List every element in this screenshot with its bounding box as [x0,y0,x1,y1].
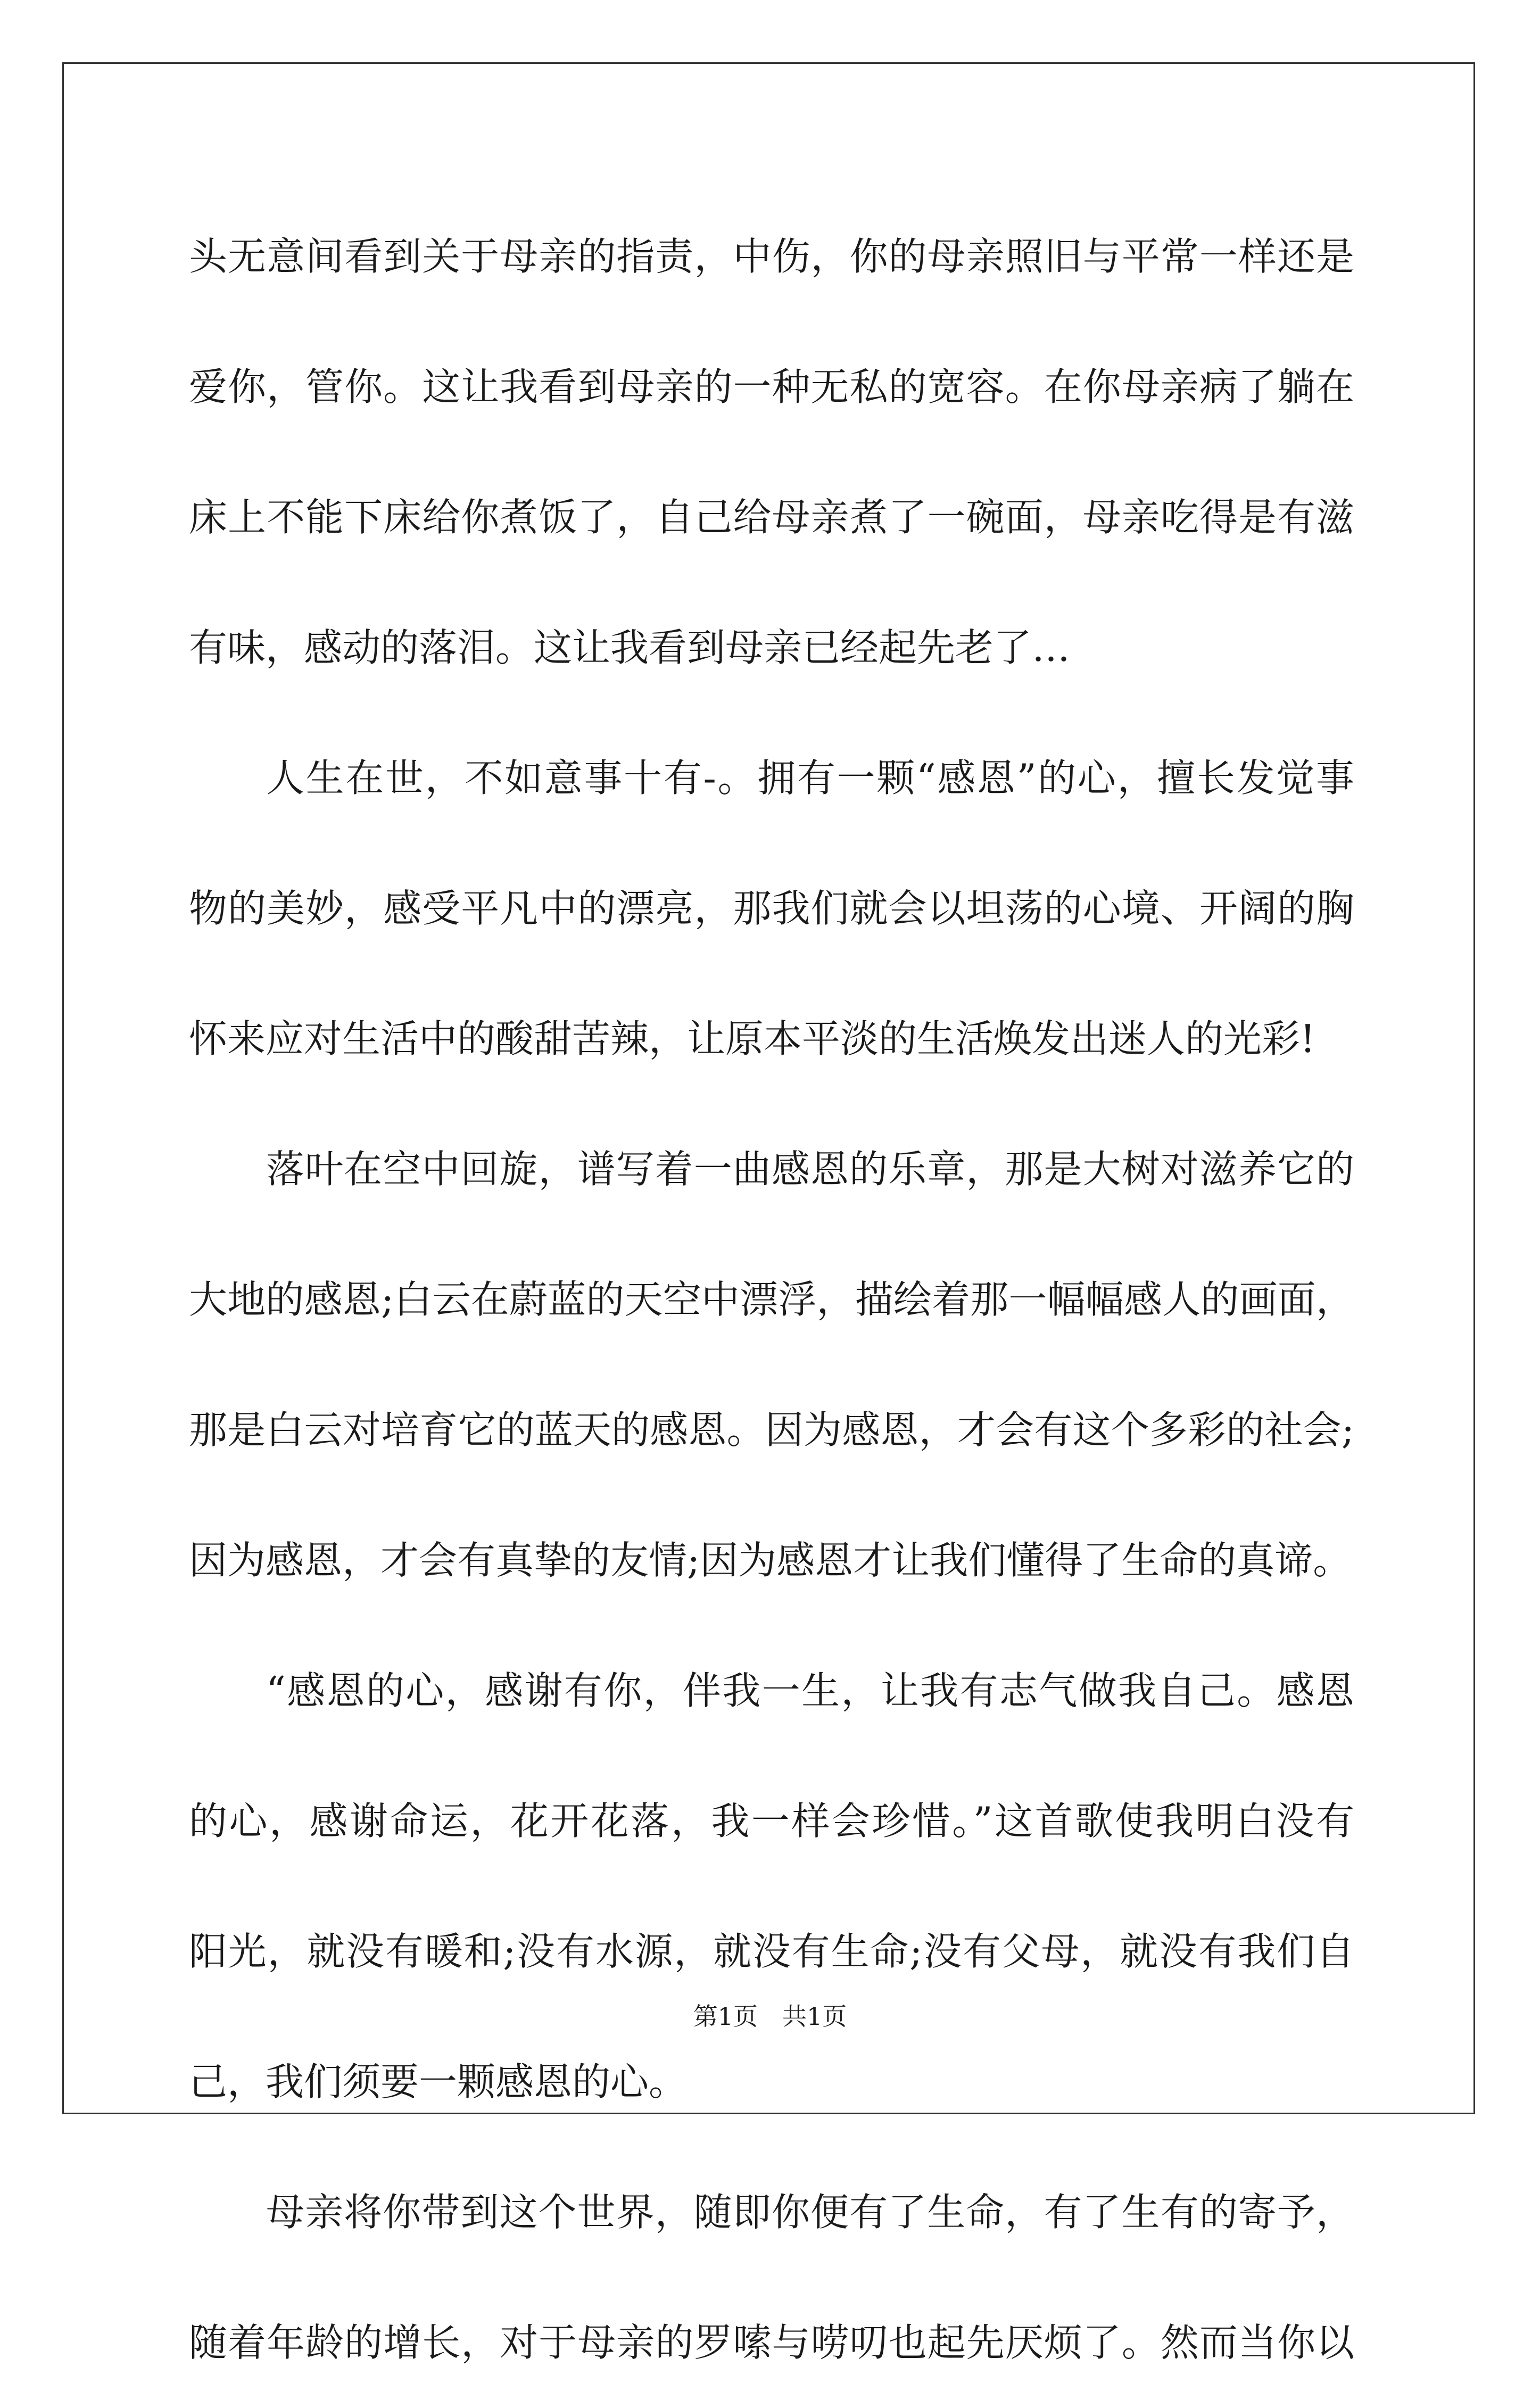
paragraph-line: 怀来应对生活中的酸甜苦辣，让原本平淡的生活焕发出迷人的光彩! [189,1016,1315,1061]
paragraph-line: 阳光，就没有暖和;没有水源，就没有生命;没有父母，就没有我们自 [189,1929,1354,1974]
paragraph-line: 的心，感谢命运，花开花落，我一样会珍惜。”这首歌使我明白没有 [189,1799,1354,1843]
paragraph-line: 落叶在空中回旋，谱写着一曲感恩的乐章，那是大树对滋养它的 [266,1147,1354,1191]
paragraph-line: 母亲将你带到这个世界，随即你便有了生命，有了生有的寄予， [266,2190,1354,2235]
paragraph-line: 爱你，管你。这让我看到母亲的一种无私的宽容。在你母亲病了躺在 [189,365,1354,409]
paragraph-line: 物的美妙，感受平凡中的漂亮，那我们就会以坦荡的心境、开阔的胸 [189,886,1354,931]
document-body [189,192,1354,2408]
paragraph-line: 己，我们须要一颗感恩的心。 [189,2059,688,2104]
paragraph-line: 随着年龄的增长，对于母亲的罗嗦与唠叨也起先厌烦了。然而当你以 [189,2320,1354,2365]
paragraph-line: “感恩的心，感谢有你，伴我一生，让我有志气做我自己。感恩 [266,1668,1354,1713]
paragraph-line: 头无意间看到关于母亲的指责，中伤，你的母亲照旧与平常一样还是 [189,234,1354,279]
paragraph-line: 大地的感恩;白云在蔚蓝的天空中漂浮，描绘着那一幅幅感人的画面， [189,1277,1354,1322]
paragraph-line: 有味，感动的落泪。这让我看到母亲已经起先老了… [189,625,1071,670]
page-footer: 第1页 共1页 [693,2002,847,2031]
paragraph-line: 因为感恩，才会有真挚的友情;因为感恩才让我们懂得了生命的真谛。 [189,1538,1352,1583]
paragraph-line: 床上不能下床给你煮饭了，自己给母亲煮了一碗面，母亲吃得是有滋 [189,495,1354,540]
paragraph-line: 人生在世，不如意事十有-。拥有一颗“感恩”的心，擅长发觉事 [266,756,1354,800]
paragraph-line: 那是白云对培育它的蓝天的感恩。因为感恩，才会有这个多彩的社会; [189,1408,1354,1452]
